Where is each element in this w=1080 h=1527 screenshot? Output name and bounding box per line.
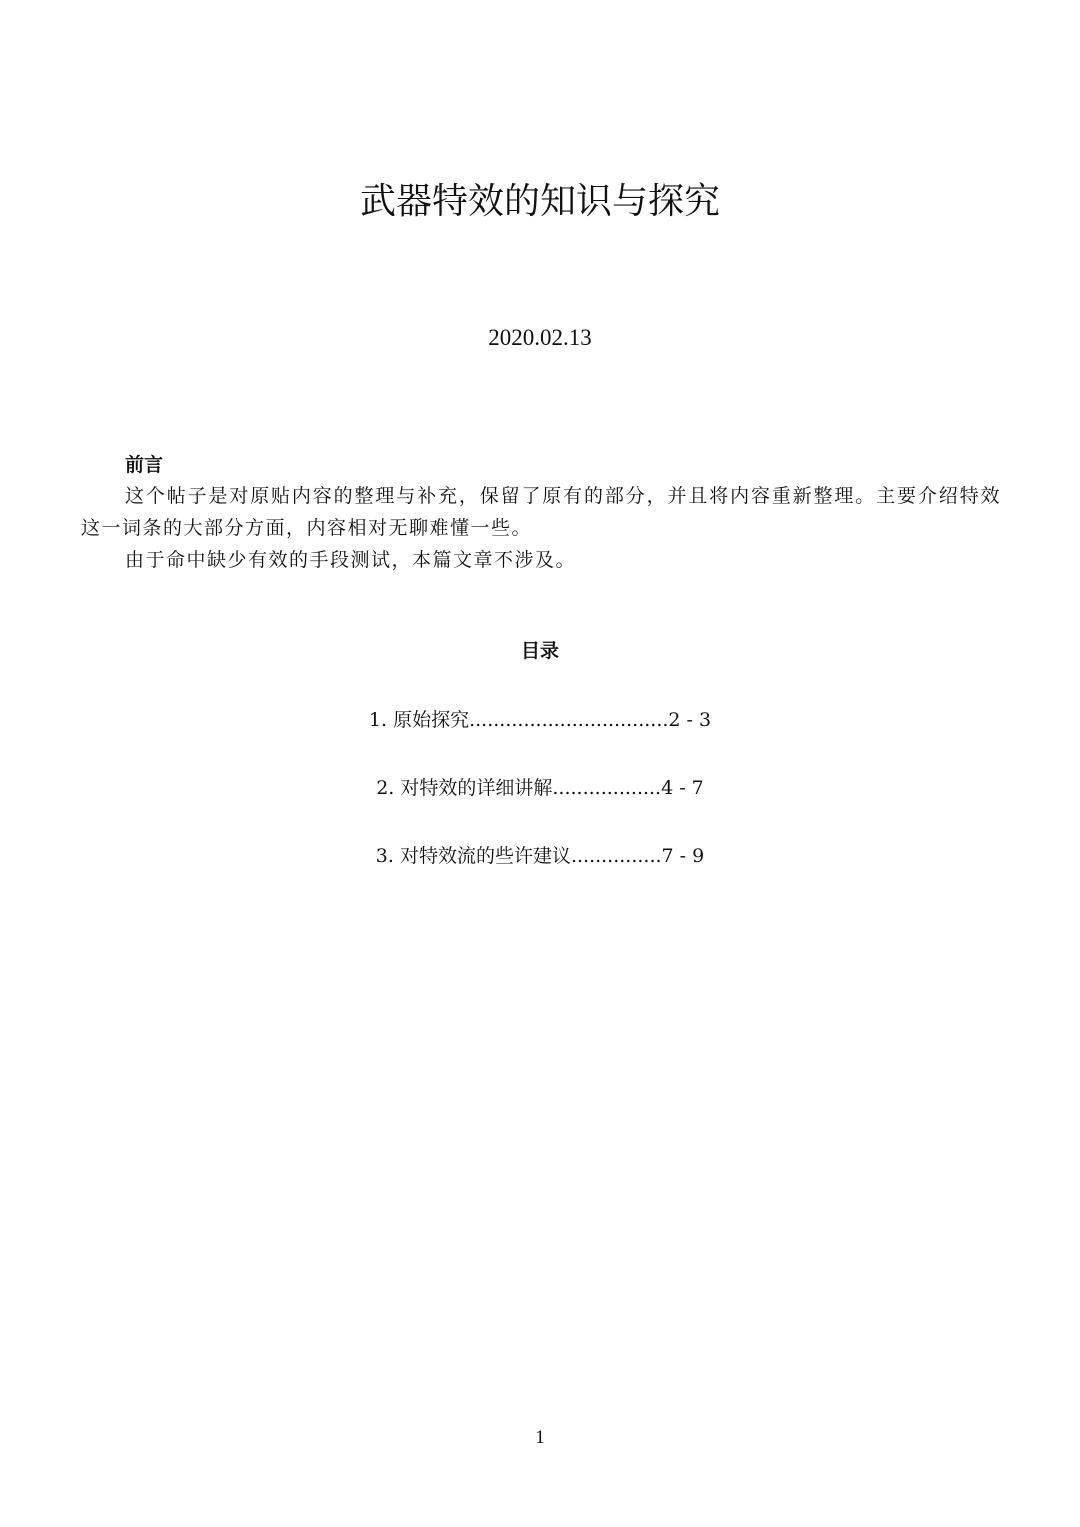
toc-heading: 目录 xyxy=(520,640,559,662)
document-date: 2020.02.13 xyxy=(488,325,592,350)
preface-paragraph: 由于命中缺少有效的手段测试，本篇文章不涉及。 xyxy=(125,549,577,571)
page-number: 1 xyxy=(535,1427,545,1448)
toc-entry[interactable]: 1. 原始探究.................................2 - 3 xyxy=(368,709,712,731)
table-of-contents xyxy=(0,704,1080,908)
toc-entry[interactable]: 3. 对特效流的些许建议...............7 - 9 xyxy=(375,845,705,867)
toc-entry[interactable]: 2. 对特效的详细讲解..................4 - 7 xyxy=(376,777,704,799)
preface-section xyxy=(81,450,1001,576)
preface-heading: 前言 xyxy=(125,454,164,476)
preface-paragraph: 这个帖子是对原贴内容的整理与补充，保留了原有的部分，并且将内容重新整理。主要介绍特效这一词条的大部分方面，内容相对无聊难懂一些。 xyxy=(81,485,1001,539)
document-title: 武器特效的知识与探究 xyxy=(359,181,720,222)
